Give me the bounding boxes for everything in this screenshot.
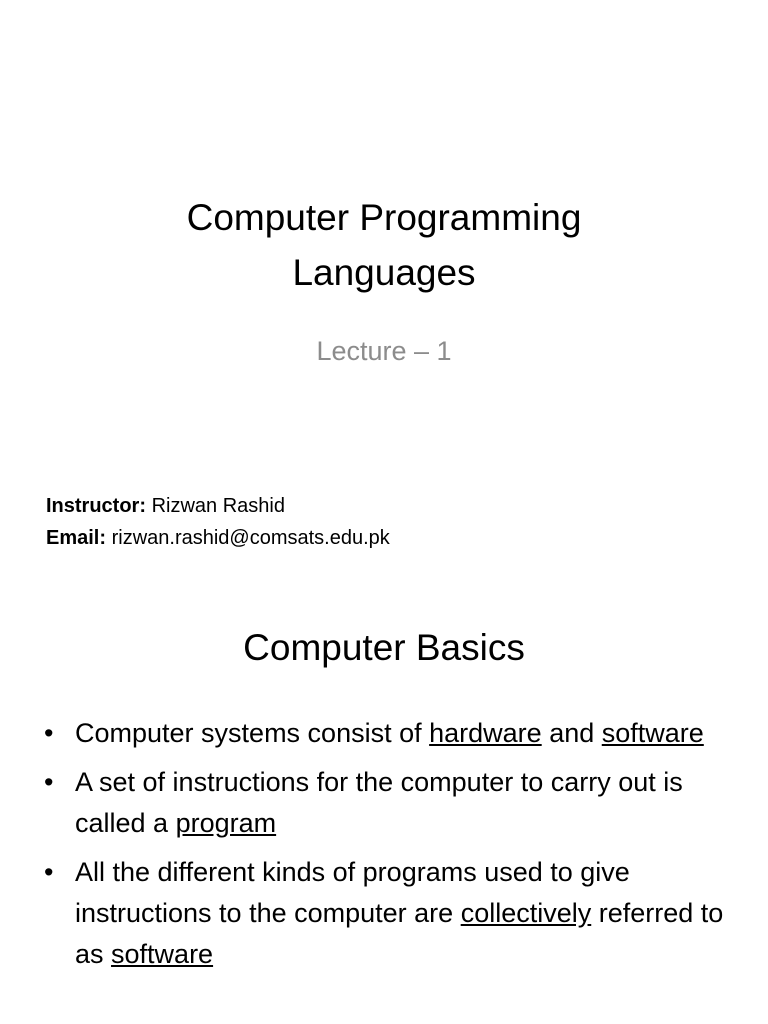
instructor-row (46, 490, 390, 522)
bullet-dot: • (44, 767, 54, 797)
title-line-2: Languages (292, 252, 476, 293)
slide-2-heading: Computer Basics (243, 627, 525, 668)
term-program: program (175, 808, 277, 838)
email-row (46, 522, 390, 554)
email-label: Email: (46, 527, 107, 549)
bullet-text: Computer systems consist of (75, 718, 430, 748)
bullet-dot: • (44, 718, 54, 748)
term-software: software (111, 939, 214, 969)
bullet-list (44, 713, 734, 983)
bullet-text: All the different kinds of programs used to give instructions to the computer are (75, 857, 630, 928)
instructor-name: Rizwan Rashid (151, 495, 285, 517)
bullet-item (44, 713, 734, 754)
lecture-subtitle: Lecture – 1 (316, 336, 452, 366)
term-hardware: hardware (429, 718, 542, 748)
instructor-info (46, 490, 390, 554)
bullet-item (44, 852, 734, 975)
instructor-label: Instructor: (46, 495, 146, 517)
bullet-text: and (541, 718, 602, 748)
term-software: software (601, 718, 704, 748)
title-line-1: Computer Programming (186, 197, 582, 238)
slide-title-heading (0, 190, 768, 300)
email-value: rizwan.rashid@comsats.edu.pk (111, 527, 390, 549)
term-collectively: collectively (460, 898, 592, 928)
slide-computer-basics (0, 576, 768, 1024)
bullet-text: referred to as (75, 898, 724, 969)
bullet-item (44, 762, 734, 844)
bullet-dot: • (44, 857, 54, 887)
bullet-text: A set of instructions for the computer to carry out is called a (75, 767, 683, 838)
